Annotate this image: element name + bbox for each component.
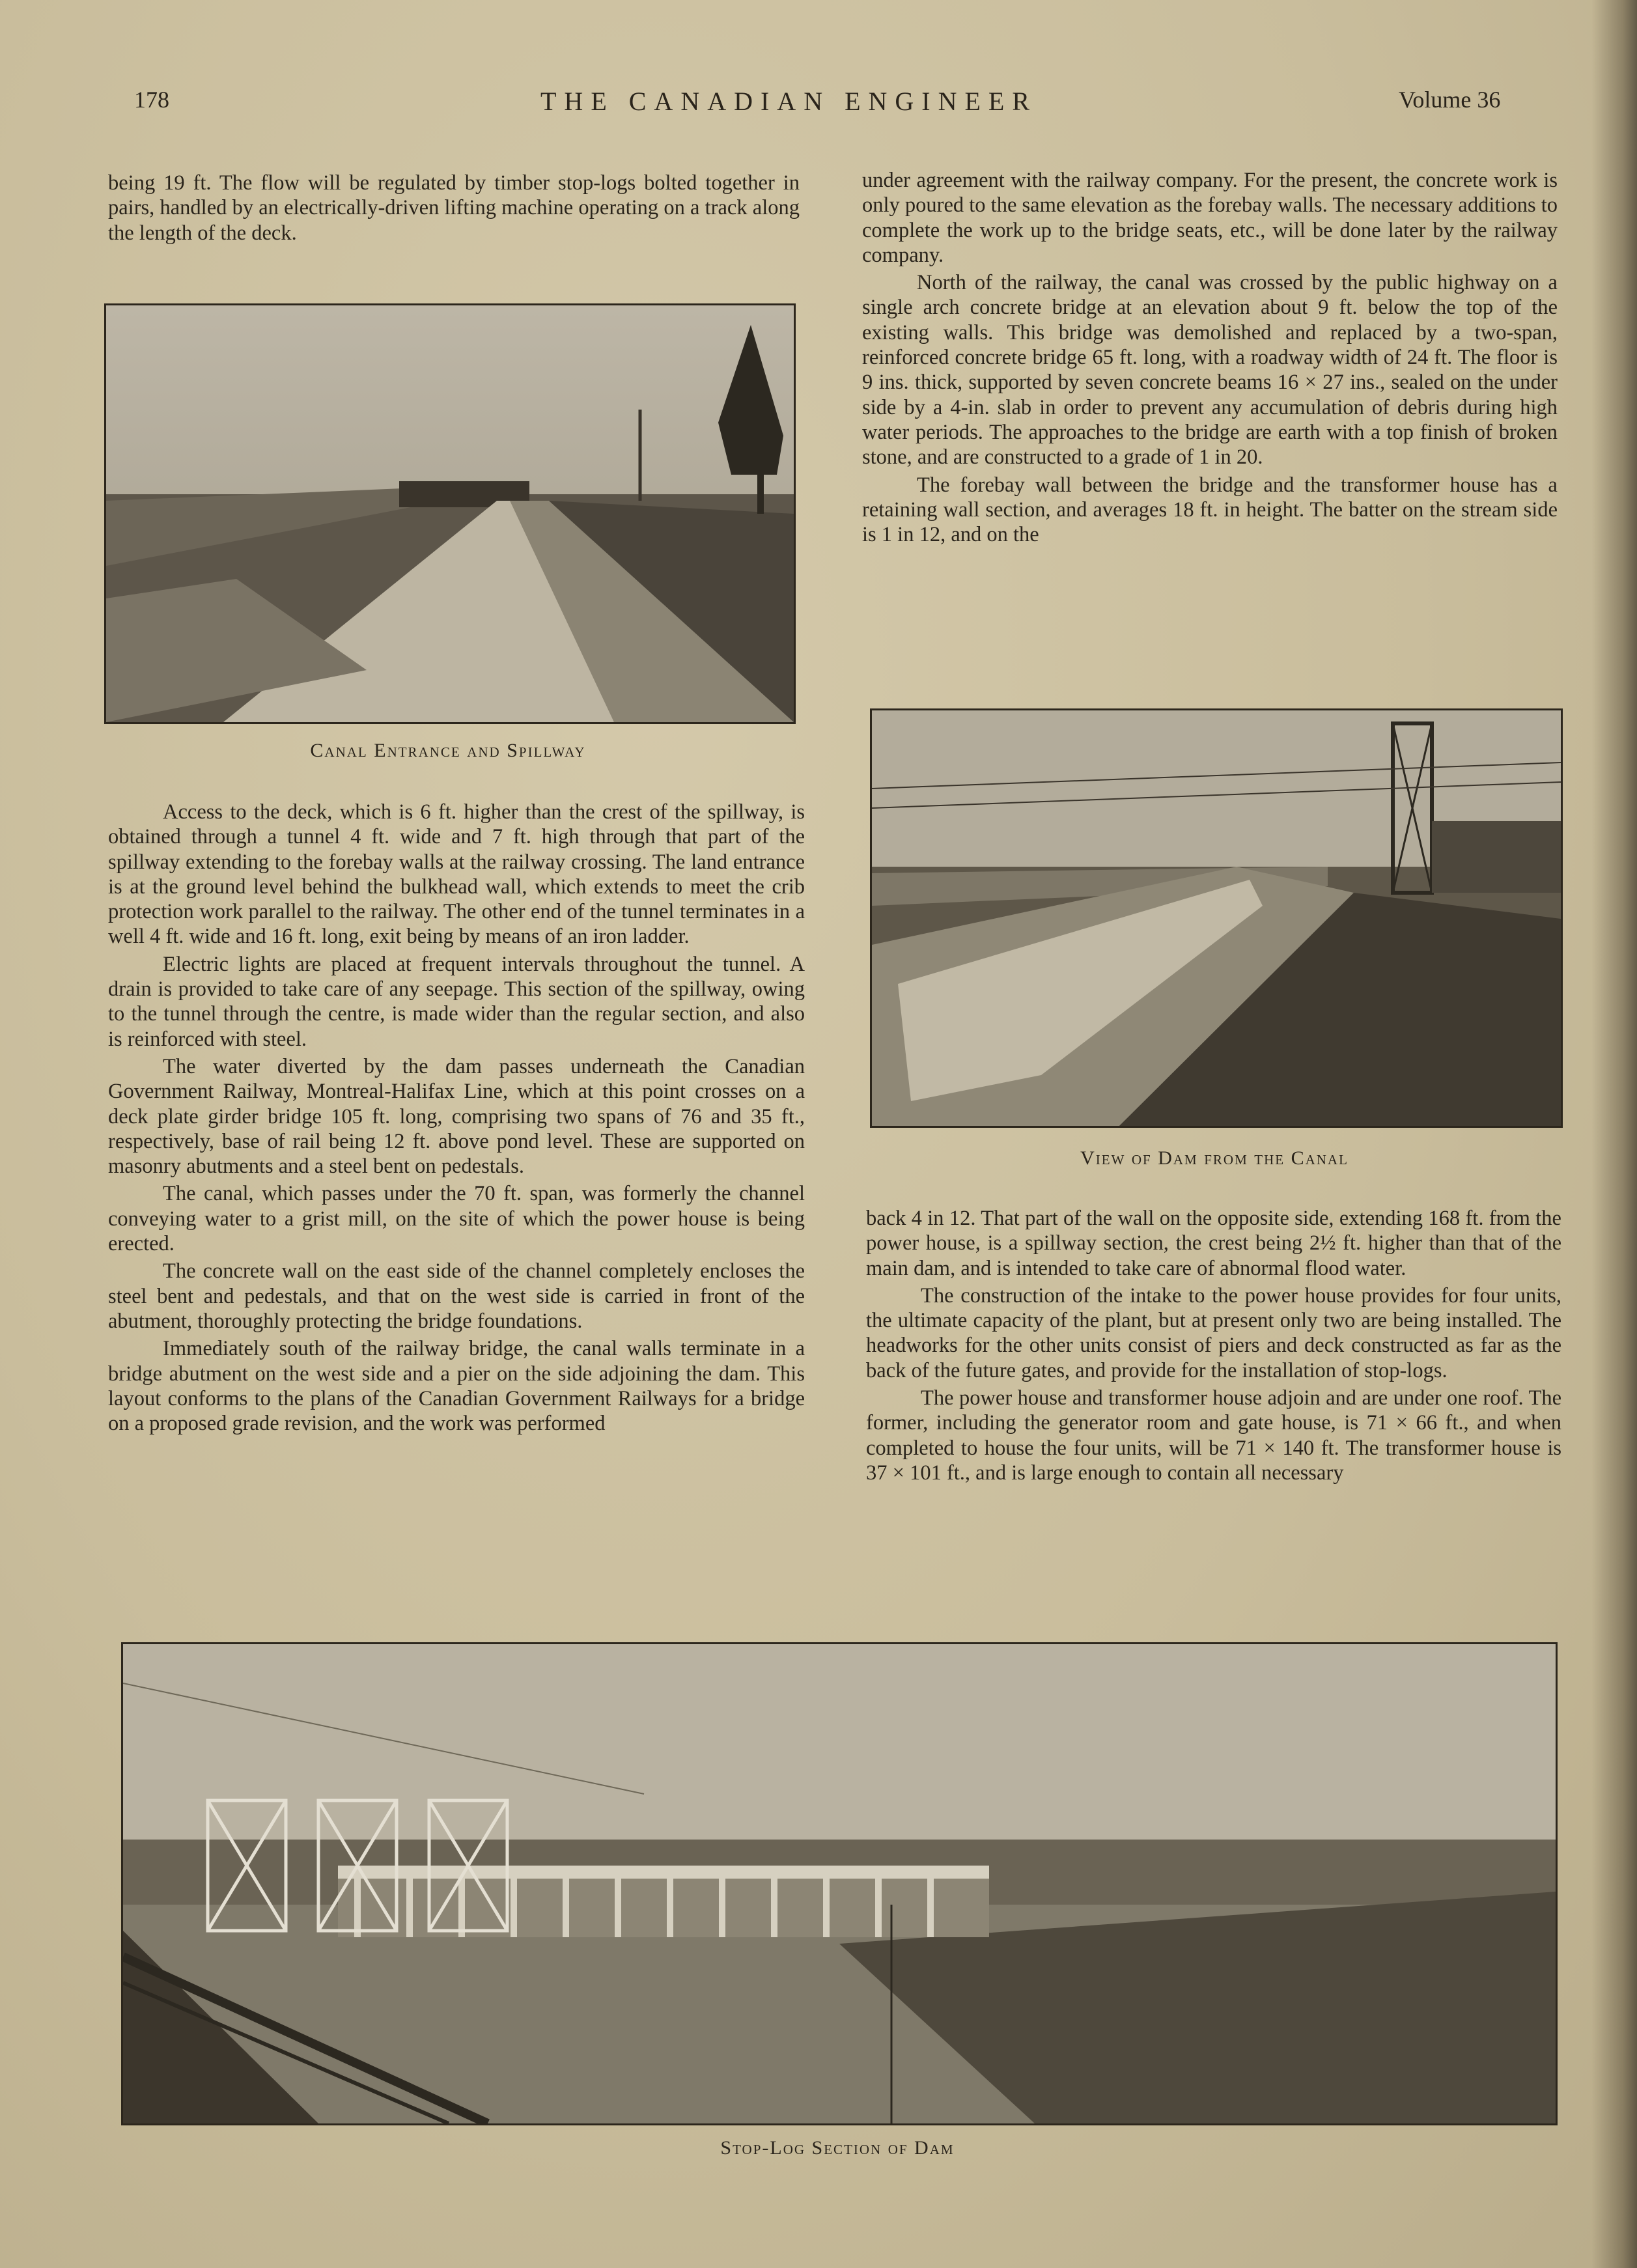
caption-view-of-dam: View of Dam from the Canal xyxy=(1080,1147,1349,1169)
paragraph: The power house and transformer house adjoin and are under one roof. The former, including the generator room and gate house, is 71 × 66 ft., and when completed to house the four units, will be 71 × 140 ft. The transformer house is 37 × 101 ft., and is large enough to contain all necessary xyxy=(866,1386,1561,1485)
caption-canal-entrance: Canal Entrance and Spillway xyxy=(310,740,586,761)
caption-stop-log-section: Stop-Log Section of Dam xyxy=(720,2137,955,2159)
column-left-bottom xyxy=(108,800,805,1436)
page-number: 178 xyxy=(134,87,169,113)
column-right-bottom xyxy=(866,1206,1561,1485)
paragraph: Access to the deck, which is 6 ft. higher than the crest of the spillway, is obtained through a tunnel 4 ft. wide and 7 ft. high through that part of the spillway extending to the forebay walls at the railway crossing. The land entrance is at the ground level behind the bulkhead wall, which extends to meet the crib protection work parallel to the railway. The other end of the tunnel terminates in a well 4 ft. wide and 16 ft. long, exit being by means of an iron ladder. xyxy=(108,800,805,949)
paragraph: under agreement with the railway company. For the present, the concrete work is only poured to the same elevation as the forebay walls. The necessary additions to complete the work up to the bridge seats, etc., will be done later by the railway company. xyxy=(862,169,1558,267)
photo-view-of-dam xyxy=(870,708,1563,1128)
paragraph: The forebay wall between the bridge and the transformer house has a retaining wall section, and averages 18 ft. in height. The batter on the stream side is 1 in 12, and on the xyxy=(862,473,1558,547)
photo-canal-entrance xyxy=(104,303,796,724)
column-left-top xyxy=(108,171,800,245)
paragraph: The concrete wall on the east side of the channel completely encloses the steel bent and pedestals, and that on the west side is carried in front of the abutment, thoroughly protecting the bridge foundations. xyxy=(108,1259,805,1333)
paragraph: Immediately south of the railway bridge, the canal walls terminate in a bridge abutment on the west side and a pier on the side adjoining the dam. This layout conforms to the plans of the Canadian Government Railways for a bridge on a proposed grade revision, and the work was performed xyxy=(108,1337,805,1436)
paragraph: North of the railway, the canal was crossed by the public highway on a single arch concrete bridge at an elevation about 9 ft. below the top of the existing walls. This bridge was demolished and replaced by a two-span, reinforced concrete bridge 65 ft. long, with a roadway width of 24 ft. The floor is 9 ins. thick, supported by seven concrete beams 16 × 27 ins., sealed on the under side by a 4-in. slab in order to prevent any accumulation of debris during high water periods. The approaches to the bridge are earth with a top finish of broken stone, and are constructed to a grade of 1 in 20. xyxy=(862,271,1558,469)
book-spine-shadow xyxy=(1591,0,1637,2268)
paragraph: being 19 ft. The flow will be regulated by timber stop-logs bolted together in pairs, handled by an electrically-driven lifting machine operating on a track along the length of the deck. xyxy=(108,171,800,245)
paragraph: The water diverted by the dam passes underneath the Canadian Government Railway, Montreal-Halifax Line, which at this point crosses on a deck plate girder bridge 105 ft. long, comprising two spans of 76 and 35 ft., respectively, base of rail being 12 ft. above pond level. These are supported on masonry abutments and a steel bent on pedestals. xyxy=(108,1054,805,1179)
paragraph: The construction of the intake to the power house provides for four units, the ultimate capacity of the plant, but at present only two are being installed. The headworks for the other units consist of piers and deck constructed as far as the back of the future gates, and provide for the installation of stop-logs. xyxy=(866,1283,1561,1382)
volume-label: Volume 36 xyxy=(1399,87,1501,113)
paragraph: The canal, which passes under the 70 ft. span, was formerly the channel conveying water to a grist mill, on the site of which the power house is being erected. xyxy=(108,1182,805,1256)
paragraph: Electric lights are placed at frequent intervals throughout the tunnel. A drain is provided to take care of any seepage. This section of the spillway, owing to the tunnel through the centre, is made wider than the regular section, and also is reinforced with steel. xyxy=(108,952,805,1051)
page-header xyxy=(0,86,1637,125)
journal-title: THE CANADIAN ENGINEER xyxy=(540,87,1038,116)
column-right-top xyxy=(862,168,1558,547)
photo-stop-log-section xyxy=(121,1642,1558,2125)
paragraph: back 4 in 12. That part of the wall on the opposite side, extending 168 ft. from the power house, is a spillway section, the crest being 2½ ft. higher than that of the main dam, and is intended to take care of abnormal flood water. xyxy=(866,1207,1561,1280)
